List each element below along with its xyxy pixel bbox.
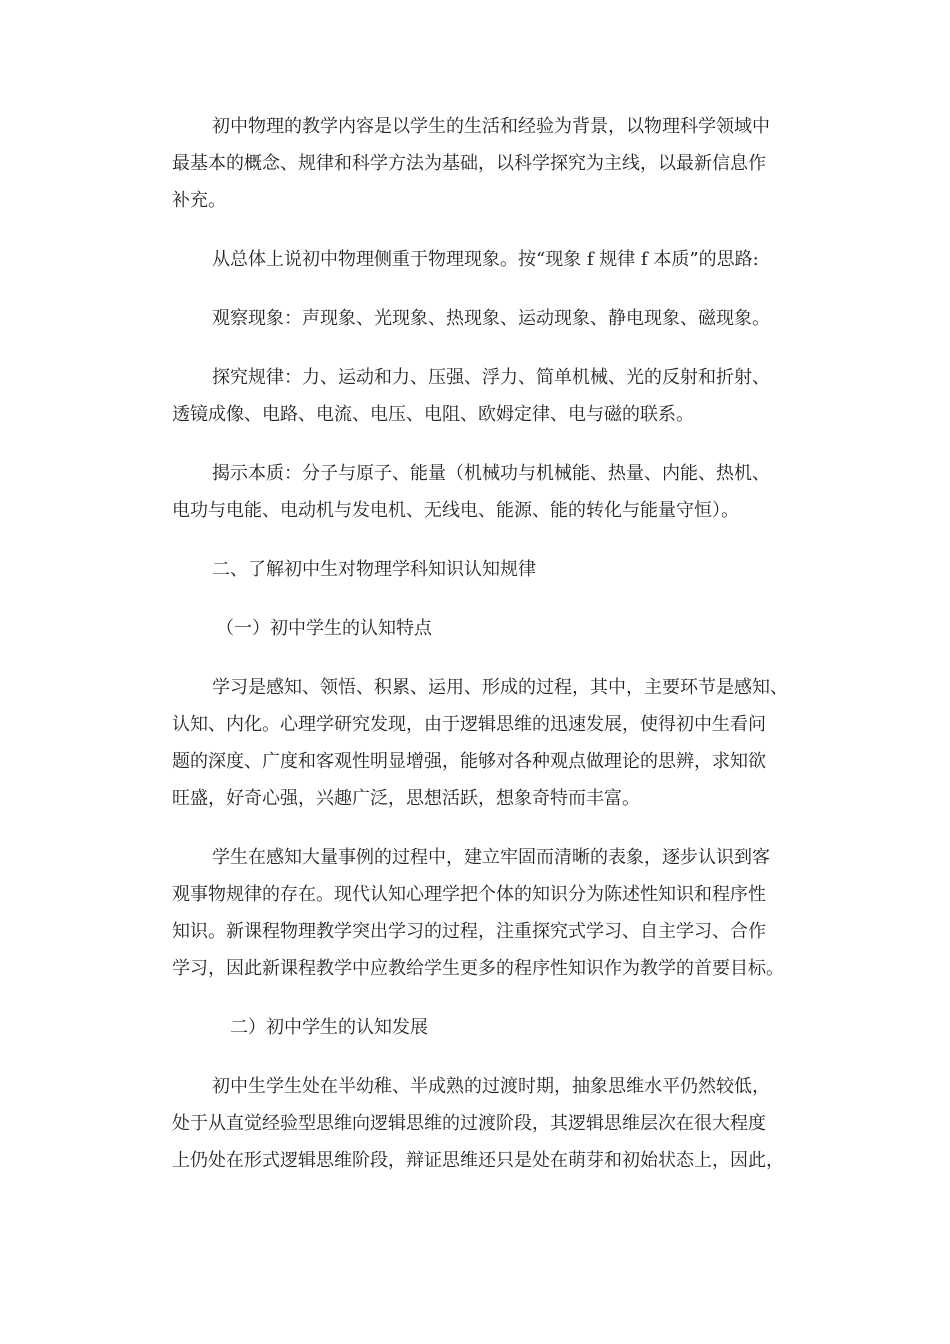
- text-line: 最基本的概念、规律和科学方法为基础，以科学探究为主线，以最新信息作: [172, 153, 766, 174]
- section-heading: 二、了解初中生对物理学科知识认知规律: [212, 559, 536, 580]
- text-line: 学生在感知大量事例的过程中，建立牢固而清晰的表象，逐步认识到客: [212, 847, 770, 868]
- document-page: [172, 108, 822, 1179]
- text-line: 观察现象：声现象、光现象、热现象、运动现象、静电现象、磁现象。: [212, 308, 770, 329]
- text-line: 从总体上说初中物理侧重于物理现象。按“现象 f 规律 f 本质”的思路:: [212, 249, 759, 270]
- text-line: 初中生学生处在半幼稚、半成熟的过渡时期，抽象思维水平仍然较低，: [212, 1076, 770, 1097]
- text-line: 透镜成像、电路、电流、电压、电阻、欧姆定律、电与磁的联系。: [172, 404, 694, 425]
- subsection-heading: （一）初中学生的认知特点: [216, 618, 432, 639]
- text-line: 观事物规律的存在。现代认知心理学把个体的知识分为陈述性知识和程序性: [172, 884, 766, 905]
- text-line: 学习，因此新课程教学中应教给学生更多的程序性知识作为教学的首要目标。: [172, 958, 784, 979]
- paragraph-knowledge-types: [172, 839, 822, 987]
- text-line: 电功与电能、电动机与发电机、无线电、能源、能的转化与能量守恒）。: [172, 500, 739, 521]
- text-line: 知识。新课程物理教学突出学习的过程，注重探究式学习、自主学习、合作: [172, 921, 766, 942]
- text-line: 补充。: [172, 190, 226, 211]
- paragraph-observe-phenomena: [172, 300, 822, 337]
- text-line: 旺盛，好奇心强，兴趣广泛，思想活跃，想象奇特而丰富。: [172, 788, 640, 809]
- text-line: 揭示本质：分子与原子、能量（机械功与机械能、热量、内能、热机、: [212, 463, 770, 484]
- text-line: 认知、内化。心理学研究发现，由于逻辑思维的迅速发展，使得初中生看问: [172, 714, 766, 735]
- text-line: 上仍处在形式逻辑思维阶段，辩证思维还只是处在萌芽和初始状态上，因此，: [172, 1150, 784, 1171]
- paragraph-overview: [172, 241, 822, 278]
- text-line: 探究规律：力、运动和力、压强、浮力、简单机械、光的反射和折射、: [212, 367, 770, 388]
- paragraph-reveal-essence: [172, 455, 822, 529]
- paragraph-cognitive-development: [172, 1068, 822, 1179]
- text-line: 处于从直觉经验型思维向逻辑思维的过渡阶段，其逻辑思维层次在很大程度: [172, 1113, 766, 1134]
- paragraph-cognitive-traits: [172, 669, 822, 817]
- text-line: 初中物理的教学内容是以学生的生活和经验为背景，以物理科学领域中: [212, 116, 770, 137]
- text-line: 题的深度、广度和客观性明显增强，能够对各种观点做理论的思辨，求知欲: [172, 751, 766, 772]
- text-line: 学习是感知、领悟、积累、运用、形成的过程，其中，主要环节是感知、: [212, 677, 788, 698]
- paragraph-content-intro: [172, 108, 822, 219]
- subsection-heading: 二）初中学生的认知发展: [230, 1017, 428, 1038]
- paragraph-explore-laws: [172, 359, 822, 433]
